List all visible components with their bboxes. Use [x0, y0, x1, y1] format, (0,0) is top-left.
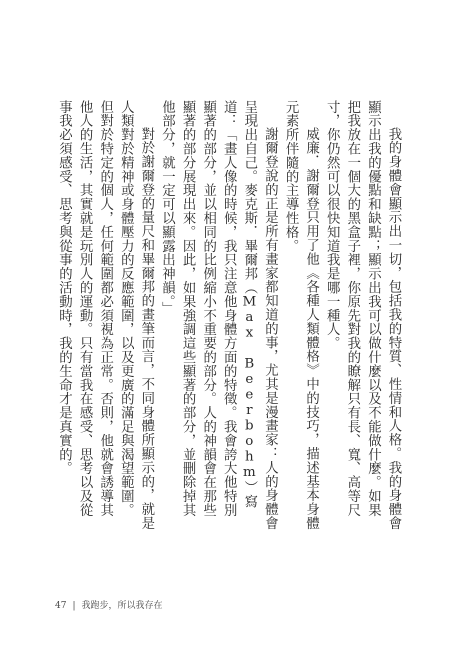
footer-separator: | — [72, 601, 76, 611]
book-title: 我跑步，所以我存在 — [81, 601, 163, 611]
paragraph: 對於謝爾登的量尺和畢爾邦的畫筆而言，不同身體所顯示的，就是人類對於精神或身體壓力的反應範圍，以及更廣的滿足與渴望範圍。但對於特定的個人，任何範圍都必須視為正常。否則，他就會誘導其他人的生活，其實就是玩別人的運動。只有當我在感受、思考以及從事我必須感受、思考與從事的活動時，我的生命才是真實的。 — [56, 100, 154, 530]
body-text — [58, 100, 403, 530]
page-number: 47 — [55, 601, 67, 611]
paragraph: 謝爾登說的正是所有畫家都知道的事，尤其是漫畫家：人的身體會呈現出自己。麥克斯．畢爾邦（Max Beerbohm）寫道：「畫人像的時候，我只注意他身體方面的特徵。我會誇大他特別顯著的部分，並以相同的比例縮小不重要的部分。人的神韻會在那些顯著的部分展現出來。因此，如果強調這些顯著的部分，並刪除掉其他部分，就一定可以顯露出神韻。」 — [159, 100, 278, 530]
paragraph: 我的身體會顯示出一切，包括我的特質、性情和人格。我的身體會顯示出我的優點和缺點；顯示出我可以做什麼以及不能做什麼。如果把我放在一個大的黑盒子裡，你原先對我的瞭解只有長、寬、高等尺寸，你仍然可以很快知道我是哪一種人。 — [324, 100, 401, 530]
page-footer — [55, 598, 163, 611]
paragraph: 威廉．謝爾登只用了他《各種人類體格》中的技巧，描述基本身體元素所伴隨的主導性格。 — [283, 100, 319, 530]
